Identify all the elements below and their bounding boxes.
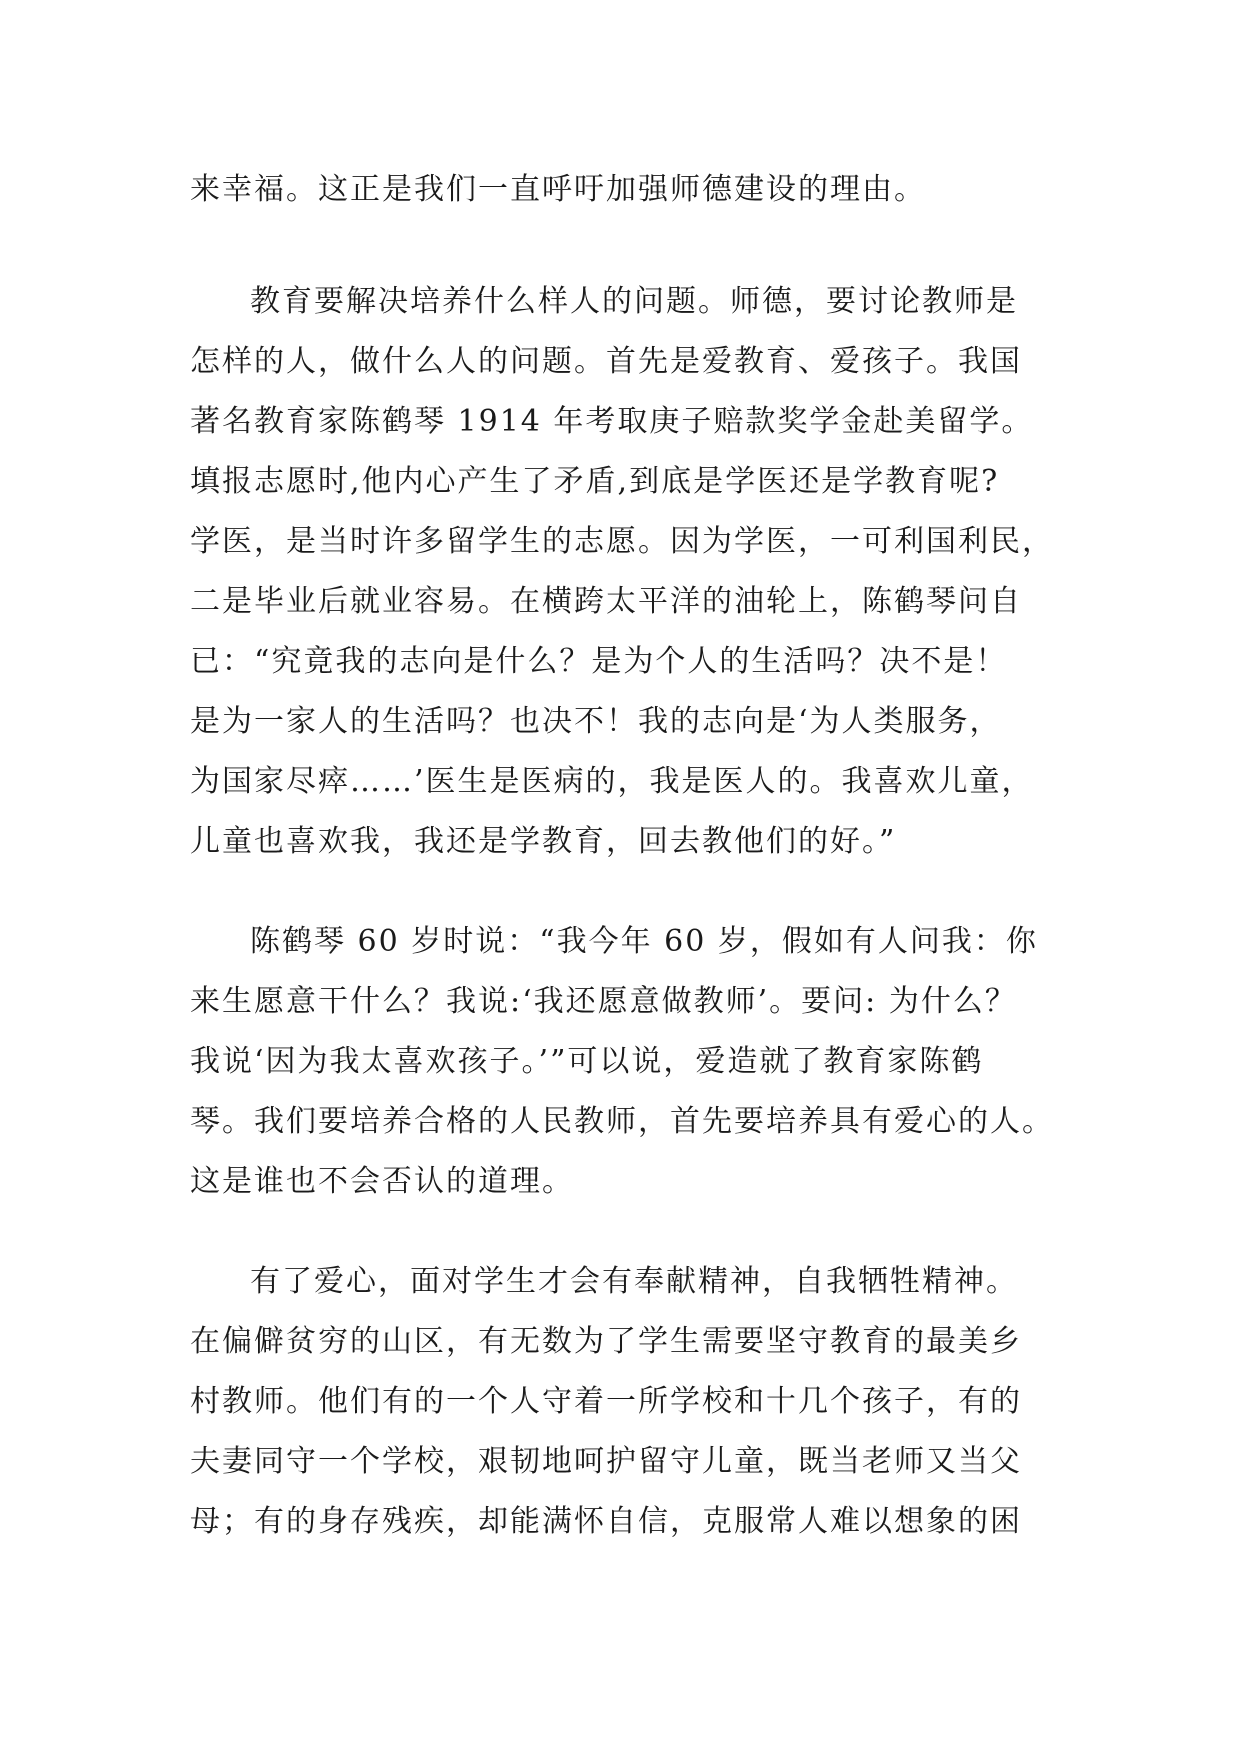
paragraph-2 — [190, 912, 1070, 1212]
text-line: 母；有的身存残疾，却能满怀自信，克服常人难以想象的困 — [190, 1504, 1022, 1539]
text-line: 填报志愿时,他内心产生了矛盾,到底是学医还是学教育呢? — [190, 464, 1000, 499]
text-line: 是为一家人的生活吗？也决不！我的志向是‘为人类服务， — [190, 704, 1002, 739]
text-line: 陈鹤琴 60 岁时说：“我今年 60 岁，假如有人问我：你 — [250, 924, 1038, 959]
paragraph-fragment — [190, 160, 1070, 220]
text-line: 为国家尽瘁……’医生是医病的，我是医人的。我喜欢儿童， — [190, 764, 1034, 799]
text-line: 琴。我们要培养合格的人民教师，首先要培养具有爱心的人。 — [190, 1104, 1054, 1139]
paragraph-1 — [190, 272, 1070, 872]
text-line: 夫妻同守一个学校，艰韧地呵护留守儿童，既当老师又当父 — [190, 1444, 1022, 1479]
text-line: 村教师。他们有的一个人守着一所学校和十几个孩子，有的 — [190, 1384, 1022, 1419]
text-line: 著名教育家陈鹤琴 1914 年考取庚子赔款奖学金赴美留学。 — [190, 404, 1034, 439]
text-line: 已：“究竟我的志向是什么？是为个人的生活吗？决不是！ — [190, 644, 1008, 679]
paragraph-3 — [190, 1252, 1070, 1552]
text-line: 怎样的人，做什么人的问题。首先是爱教育、爱孩子。我国 — [190, 344, 1022, 379]
text-line: 二是毕业后就业容易。在横跨太平洋的油轮上，陈鹤琴问自 — [190, 584, 1022, 619]
text-line: 来幸福。这正是我们一直呼吁加强师德建设的理由。 — [190, 172, 926, 207]
text-line: 我说‘因为我太喜欢孩子。’”可以说，爱造就了教育家陈鹤 — [190, 1044, 984, 1079]
text-line: 这是谁也不会否认的道理。 — [190, 1164, 574, 1199]
text-line: 有了爱心，面对学生才会有奉献精神，自我牺牲精神。 — [250, 1264, 1018, 1299]
text-line: 教育要解决培养什么样人的问题。师德，要讨论教师是 — [250, 284, 1018, 319]
text-line: 儿童也喜欢我，我还是学教育，回去教他们的好。” — [190, 824, 897, 859]
text-line: 来生愿意干什么？我说:‘我还愿意做教师’。要问: 为什么？ — [190, 984, 1017, 1019]
text-line: 学医，是当时许多留学生的志愿。因为学医，一可利国利民， — [190, 524, 1054, 559]
text-line: 在偏僻贫穷的山区，有无数为了学生需要坚守教育的最美乡 — [190, 1324, 1022, 1359]
